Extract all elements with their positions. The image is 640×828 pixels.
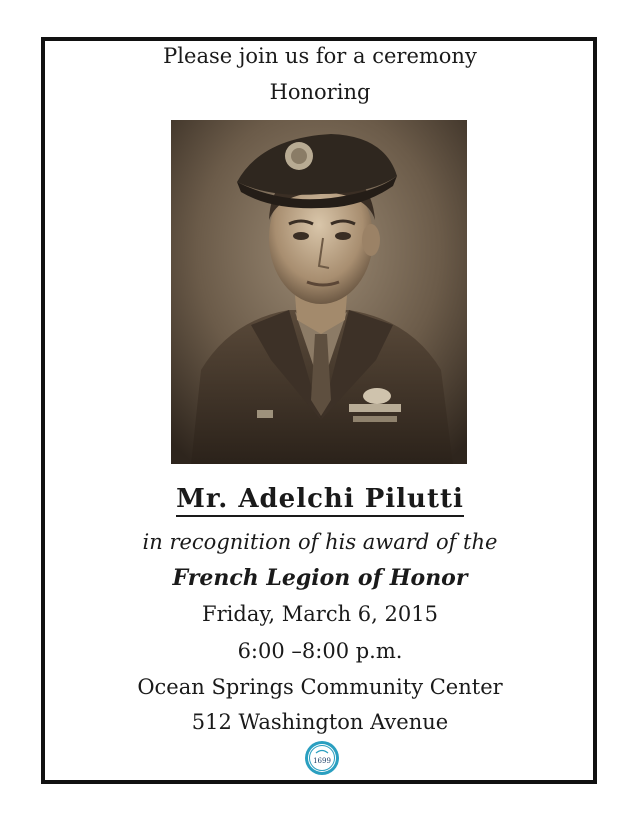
event-venue: Ocean Springs Community Center	[137, 675, 503, 699]
portrait-photo-icon	[171, 120, 467, 464]
event-address: 512 Washington Avenue	[191, 710, 449, 734]
recognition-text: in recognition of his award of the	[142, 530, 498, 554]
event-time: 6:00 –8:00 p.m.	[237, 639, 403, 663]
honoree-name	[0, 484, 640, 514]
honoring-text: Honoring	[269, 80, 371, 104]
honoree-name-text: Mr. Adelchi Pilutti	[176, 484, 464, 517]
portrait-photo	[171, 120, 467, 464]
seal-year: 1699	[313, 757, 331, 765]
city-seal	[304, 740, 340, 776]
award-title: French Legion of Honor	[172, 565, 468, 591]
event-date: Friday, March 6, 2015	[202, 602, 438, 626]
intro-text: Please join us for a ceremony	[163, 44, 477, 68]
city-seal-icon	[304, 740, 340, 776]
